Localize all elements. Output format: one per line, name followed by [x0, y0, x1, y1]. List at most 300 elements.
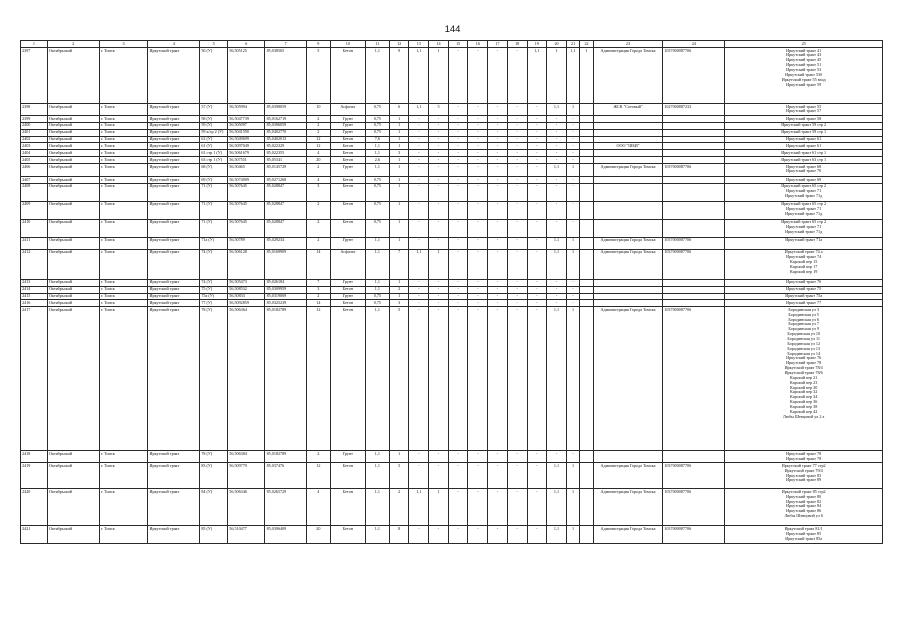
table-cell: 85,028847: [265, 219, 306, 237]
table-cell: г. Томск: [99, 249, 148, 279]
table-cell: -: [468, 116, 488, 123]
table-cell: Иркутский тракт: [148, 104, 200, 116]
table-cell: Иркутский тракт: [148, 129, 200, 136]
table-cell: 56,5061679: [228, 150, 265, 157]
table-cell: Иркутский тракт: [148, 122, 200, 129]
table-cell: 4: [306, 177, 330, 184]
table-cell: -: [488, 136, 508, 143]
table-cell: 1,1: [365, 279, 389, 286]
table-cell: Бетон: [330, 219, 365, 237]
row-number-cell: 2404: [21, 150, 48, 157]
table-cell: 1: [389, 219, 409, 237]
table-cell: 1: [389, 237, 409, 249]
table-cell: [593, 286, 662, 293]
column-number-cell: 7: [265, 41, 306, 48]
table-cell: 1,1: [365, 48, 389, 104]
table-cell: Грунт: [330, 237, 365, 249]
table-cell: 56,507551: [228, 157, 265, 164]
row-number-cell: 2411: [21, 237, 48, 249]
table-cell: Грунт: [330, 122, 365, 129]
table-cell: -: [527, 286, 547, 293]
table-cell: 1037000087706: [663, 489, 725, 526]
page-number: 144: [444, 24, 461, 35]
table-cell: -: [448, 164, 468, 177]
table-cell: 74 (У): [200, 279, 228, 286]
table-cell: -: [448, 129, 468, 136]
table-cell: Иркутский тракт: [148, 136, 200, 143]
table-cell: 1: [389, 451, 409, 463]
table-cell: [593, 293, 662, 300]
table-cell: -: [527, 526, 547, 544]
table-cell: 59 к/ср 2 (У): [200, 129, 228, 136]
column-number-cell: 3: [99, 41, 148, 48]
table-cell: 85,0309959: [265, 286, 306, 293]
table-cell: [593, 150, 662, 157]
table-cell: [593, 136, 662, 143]
addresses-cell: Иркутский тракт 59 стр 2: [725, 122, 883, 129]
table-cell: г. Томск: [99, 286, 148, 293]
addresses-cell: Бородинская ул 3 Бородинская ул 5 Бородинская ул 6 Бородинская ул 7 Бородинская ул 9 Бородинская ул 10 Бородинская ул 11 Бородинская ул 12 Бородинская ул 13 Бородинская ул 14 Иркутский тракт 76 Иркутский тракт 78 Иркутский тракт 78/4 Иркутский тракт 78/6 Карский пер 21 Карский пер 23 Карский пер 30 Карский пер 32 Карский пер 34 Карский пер 36 Карский пер 38 Карский пер 42 Любы Шевцовой ул 2 а: [725, 307, 883, 451]
table-cell: 56,505994: [228, 104, 265, 116]
table-cell: Иркутский тракт: [148, 164, 200, 177]
table-cell: 0,75: [365, 104, 389, 116]
table-cell: -: [409, 136, 429, 143]
table-cell: Асфальт: [330, 104, 365, 116]
table-cell: 50 (У): [200, 48, 228, 104]
table-cell: -: [448, 293, 468, 300]
table-cell: [580, 104, 593, 116]
table-cell: 5: [389, 463, 409, 489]
table-cell: 71 (У): [200, 201, 228, 219]
table-cell: 1: [389, 143, 409, 150]
table-cell: -: [468, 183, 488, 201]
table-cell: [593, 157, 662, 164]
table-cell: -: [507, 286, 527, 293]
table-row: [21, 307, 883, 451]
table-cell: 0,75: [365, 300, 389, 307]
table-cell: -: [488, 237, 508, 249]
table-cell: -: [507, 307, 527, 451]
table-cell: Бетон: [330, 300, 365, 307]
table-cell: -: [448, 300, 468, 307]
addresses-cell: Иркутский тракт 71а: [725, 237, 883, 249]
row-number-cell: 2405: [21, 157, 48, 164]
table-cell: 85,026184: [265, 279, 306, 286]
row-number-cell: 2418: [21, 451, 48, 463]
row-number-cell: 2401: [21, 129, 48, 136]
table-cell: [580, 249, 593, 279]
table-cell: -: [547, 451, 567, 463]
table-cell: -: [448, 116, 468, 123]
table-cell: -: [429, 307, 449, 451]
table-cell: 56,505473: [228, 279, 265, 286]
table-cell: -: [527, 104, 547, 116]
table-cell: -: [488, 489, 508, 526]
table-cell: -: [507, 150, 527, 157]
table-cell: -: [507, 157, 527, 164]
table-cell: Октябрьский: [47, 279, 99, 286]
table-cell: -: [409, 307, 429, 451]
table-cell: [580, 177, 593, 184]
table-cell: Администрация Города Томска: [593, 463, 662, 489]
table-row: [21, 136, 883, 143]
table-cell: -: [527, 300, 547, 307]
table-cell: 1,1: [365, 143, 389, 150]
table-cell: [593, 183, 662, 201]
table-cell: 85,0402770: [265, 129, 306, 136]
table-cell: [580, 293, 593, 300]
addresses-cell: Иркутский тракт 58: [725, 116, 883, 123]
table-cell: ООО "ШБИ": [593, 143, 662, 150]
table-cell: 85,05341: [265, 157, 306, 164]
table-cell: -: [488, 307, 508, 451]
row-number-cell: 2421: [21, 526, 48, 544]
column-number-cell: 18: [507, 41, 527, 48]
table-cell: 5: [389, 307, 409, 451]
table-cell: -: [409, 129, 429, 136]
table-cell: 85,0319069: [265, 293, 306, 300]
table-cell: 56,506128: [228, 249, 265, 279]
table-cell: -: [409, 157, 429, 164]
table-cell: -: [527, 136, 547, 143]
table-cell: -: [547, 183, 567, 201]
row-number-cell: 2415: [21, 293, 48, 300]
column-number-cell: 5: [200, 41, 228, 48]
table-row: [21, 249, 883, 279]
row-number-cell: 2417: [21, 307, 48, 451]
table-cell: 74 (У): [200, 249, 228, 279]
table-cell: Иркутский тракт: [148, 219, 200, 237]
table-cell: 56,50465: [228, 164, 265, 177]
table-cell: -: [448, 451, 468, 463]
table-cell: -: [409, 164, 429, 177]
table-cell: 56,506384: [228, 451, 265, 463]
table-cell: -: [468, 300, 488, 307]
row-number-cell: 2413: [21, 279, 48, 286]
table-cell: 2: [306, 122, 330, 129]
table-cell: 59 (У): [200, 122, 228, 129]
table-row: [21, 489, 883, 526]
table-cell: -: [468, 201, 488, 219]
table-cell: 57 (У): [200, 104, 228, 116]
table-cell: [663, 122, 725, 129]
table-cell: 1: [389, 116, 409, 123]
table-cell: -: [409, 526, 429, 544]
table-cell: 2: [306, 116, 330, 123]
addresses-cell: Иркутский тракт 78 Иркутский тракт 78: [725, 451, 883, 463]
table-cell: 2: [306, 237, 330, 249]
table-row: [21, 150, 883, 157]
table-cell: 56,50833: [228, 293, 265, 300]
table-cell: -: [547, 201, 567, 219]
table-cell: 0,75: [365, 122, 389, 129]
table-cell: 56,5049699: [228, 136, 265, 143]
table-cell: Октябрьский: [47, 164, 99, 177]
column-number-cell: 16: [468, 41, 488, 48]
table-cell: [580, 451, 593, 463]
table-cell: -: [409, 279, 429, 286]
table-cell: 12: [306, 143, 330, 150]
table-cell: -: [448, 48, 468, 104]
column-number-cell: 2: [47, 41, 99, 48]
table-cell: -: [448, 489, 468, 526]
table-cell: 56,506364: [228, 307, 265, 451]
table-row: [21, 463, 883, 489]
table-cell: 56,506346: [228, 489, 265, 526]
table-cell: [663, 201, 725, 219]
table-cell: 1: [566, 526, 579, 544]
table-cell: [580, 143, 593, 150]
table-cell: 85,0402013: [265, 136, 306, 143]
row-number-cell: 2416: [21, 300, 48, 307]
table-cell: Бетон: [330, 48, 365, 104]
column-number-cell: 17: [488, 41, 508, 48]
table-row: [21, 300, 883, 307]
table-cell: -: [429, 129, 449, 136]
table-cell: -: [566, 293, 579, 300]
table-cell: -: [409, 143, 429, 150]
table-cell: 2: [306, 293, 330, 300]
table-cell: [580, 164, 593, 177]
table-cell: 85,037476: [265, 463, 306, 489]
table-cell: 1: [389, 164, 409, 177]
table-cell: -: [448, 122, 468, 129]
table-cell: -: [566, 150, 579, 157]
table-cell: -: [409, 177, 429, 184]
table-cell: -: [488, 48, 508, 104]
table-cell: -: [547, 219, 567, 237]
table-cell: -: [488, 451, 508, 463]
addresses-cell: Иркутский тракт 76: [725, 279, 883, 286]
table-cell: 56,510477: [228, 526, 265, 544]
table-cell: -: [507, 136, 527, 143]
table-cell: 71 (У): [200, 219, 228, 237]
table-cell: 1,1: [547, 249, 567, 279]
addresses-cell: Иркутский тракт 69: [725, 177, 883, 184]
addresses-cell: Иркутский тракт 77 стр2 Иркутский тракт 79/4 Иркутский тракт 83 Иркутский тракт 89: [725, 463, 883, 489]
table-cell: 56,5097049: [228, 143, 265, 150]
table-cell: Октябрьский: [47, 150, 99, 157]
table-cell: -: [527, 157, 547, 164]
table-cell: г. Томск: [99, 237, 148, 249]
table-cell: 85,0396059: [265, 122, 306, 129]
table-cell: 1,1: [365, 286, 389, 293]
table-cell: г. Томск: [99, 201, 148, 219]
table-cell: -: [448, 183, 468, 201]
table-row: [21, 293, 883, 300]
table-cell: 1,1: [365, 489, 389, 526]
table-cell: 2: [389, 489, 409, 526]
table-cell: -: [429, 157, 449, 164]
table-cell: -: [488, 129, 508, 136]
column-number-cell: 25: [725, 41, 883, 48]
table-cell: 3: [306, 286, 330, 293]
table-cell: Октябрьский: [47, 286, 99, 293]
table-cell: -: [566, 183, 579, 201]
table-cell: 20: [306, 526, 330, 544]
table-cell: -: [429, 150, 449, 157]
table-cell: -: [507, 249, 527, 279]
table-cell: -: [429, 183, 449, 201]
table-cell: -: [566, 136, 579, 143]
table-cell: Октябрьский: [47, 48, 99, 104]
table-cell: -: [448, 136, 468, 143]
table-cell: -: [409, 300, 429, 307]
table-cell: Иркутский тракт: [148, 307, 200, 451]
table-row: [21, 116, 883, 123]
table-cell: г. Томск: [99, 219, 148, 237]
table-cell: [580, 286, 593, 293]
table-cell: -: [448, 219, 468, 237]
table-cell: Октябрьский: [47, 249, 99, 279]
table-cell: 1: [566, 164, 579, 177]
column-number-cell: 4: [148, 41, 200, 48]
table-cell: 2,6: [365, 157, 389, 164]
table-cell: -: [527, 150, 547, 157]
addresses-cell: Иркутский тракт 74 а Иркутский тракт 74 Карский пер 15 Карский пер 17 Карский пер 19: [725, 249, 883, 279]
table-cell: 61 стр 1 (У): [200, 150, 228, 157]
table-cell: -: [468, 143, 488, 150]
table-cell: 1: [389, 136, 409, 143]
table-cell: Октябрьский: [47, 104, 99, 116]
table-cell: 1,1: [409, 48, 429, 104]
table-cell: -: [468, 286, 488, 293]
table-cell: 1,1: [365, 249, 389, 279]
table-cell: -: [468, 48, 488, 104]
table-cell: 1: [389, 279, 409, 286]
table-cell: -: [429, 177, 449, 184]
addresses-cell: Иркутский тракт 61: [725, 143, 883, 150]
table-row: [21, 104, 883, 116]
table-cell: -: [429, 451, 449, 463]
table-cell: -: [488, 249, 508, 279]
table-cell: 1: [429, 249, 449, 279]
table-cell: -: [409, 237, 429, 249]
addresses-cell: Иркутский тракт 63 стр 1: [725, 157, 883, 164]
table-cell: Асфальт: [330, 249, 365, 279]
addresses-cell: Иркутский тракт 65 стр 2 Иркутский тракт 71 Иркутский тракт 71д: [725, 183, 883, 201]
table-cell: 1,1: [365, 451, 389, 463]
table-cell: -: [547, 129, 567, 136]
table-cell: -: [566, 157, 579, 164]
table-cell: -: [448, 286, 468, 293]
table-cell: 56,50789: [228, 237, 265, 249]
table-cell: 77 (У): [200, 300, 228, 307]
table-cell: -: [429, 286, 449, 293]
column-number-cell: 11: [365, 41, 389, 48]
table-cell: 85,0325239: [265, 300, 306, 307]
table-cell: Иркутский тракт: [148, 451, 200, 463]
table-cell: -: [507, 219, 527, 237]
table-cell: 85,0182789: [265, 451, 306, 463]
table-cell: [580, 307, 593, 451]
table-cell: Иркутский тракт: [148, 157, 200, 164]
table-cell: 78 (У): [200, 451, 228, 463]
table-cell: Грунт: [330, 451, 365, 463]
table-cell: [663, 219, 725, 237]
table-cell: 1,1: [409, 104, 429, 116]
table-cell: [663, 150, 725, 157]
table-cell: 1,1: [547, 164, 567, 177]
row-number-cell: 2409: [21, 201, 48, 219]
table-cell: 12: [306, 136, 330, 143]
table-cell: Иркутский тракт: [148, 526, 200, 544]
table-cell: 56,507645: [228, 219, 265, 237]
table-cell: Бетон: [330, 526, 365, 544]
row-number-cell: 2408: [21, 183, 48, 201]
table-cell: -: [527, 219, 547, 237]
table-cell: -: [507, 279, 527, 286]
row-number-cell: 2398: [21, 104, 48, 116]
table-cell: г. Томск: [99, 177, 148, 184]
table-cell: -: [468, 463, 488, 489]
table-cell: -: [527, 463, 547, 489]
table-cell: 1037000087706: [663, 48, 725, 104]
table-cell: Администрация Города Томска: [593, 237, 662, 249]
table-cell: 85,0145729: [265, 164, 306, 177]
table-row: [21, 286, 883, 293]
table-cell: -: [468, 122, 488, 129]
table-cell: 1: [389, 201, 409, 219]
table-cell: -: [429, 122, 449, 129]
table-cell: 3: [389, 300, 409, 307]
table-cell: г. Томск: [99, 150, 148, 157]
table-cell: Администрация Города Томска: [593, 489, 662, 526]
table-cell: 56,507645: [228, 201, 265, 219]
table-cell: 1: [429, 489, 449, 526]
table-cell: Октябрьский: [47, 183, 99, 201]
table-cell: г. Томск: [99, 279, 148, 286]
table-cell: 1037000087706: [663, 463, 725, 489]
table-cell: Иркутский тракт: [148, 463, 200, 489]
table-cell: 5: [429, 104, 449, 116]
table-cell: 1037000087706: [663, 526, 725, 544]
column-number-cell: 6: [228, 41, 265, 48]
column-number-cell: 1: [21, 41, 48, 48]
table-cell: г. Томск: [99, 183, 148, 201]
table-cell: -: [488, 463, 508, 489]
table-cell: 85,028847: [265, 201, 306, 219]
table-cell: -: [429, 219, 449, 237]
table-cell: 56,507645: [228, 183, 265, 201]
table-cell: [593, 219, 662, 237]
table-cell: Администрация Города Томска: [593, 48, 662, 104]
table-cell: -: [547, 116, 567, 123]
table-cell: 7,6: [365, 136, 389, 143]
table-cell: [580, 129, 593, 136]
table-cell: 1,1: [566, 48, 579, 104]
table-cell: 63 стр 1 (У): [200, 157, 228, 164]
table-cell: -: [527, 129, 547, 136]
table-cell: Администрация Города Томска: [593, 249, 662, 279]
addresses-cell: Иркутский тракт 85 стр2 Иркутский тракт 80 Иркутский тракт 82 Иркутский тракт 84 Иркутский тракт 86 Любы Шевцовой ул 6: [725, 489, 883, 526]
table-cell: -: [448, 177, 468, 184]
table-cell: [593, 451, 662, 463]
addresses-cell: Иркутский тракт 61: [725, 136, 883, 143]
table-row: [21, 48, 883, 104]
table-cell: 14: [306, 249, 330, 279]
table-cell: -: [527, 183, 547, 201]
table-cell: [580, 526, 593, 544]
table-row: [21, 129, 883, 136]
table-cell: -: [429, 463, 449, 489]
table-cell: -: [488, 164, 508, 177]
table-cell: -: [409, 201, 429, 219]
table-cell: 85,0398059: [265, 104, 306, 116]
table-cell: [663, 116, 725, 123]
table-cell: Иркутский тракт: [148, 293, 200, 300]
table-cell: 1037000087706: [663, 307, 725, 451]
